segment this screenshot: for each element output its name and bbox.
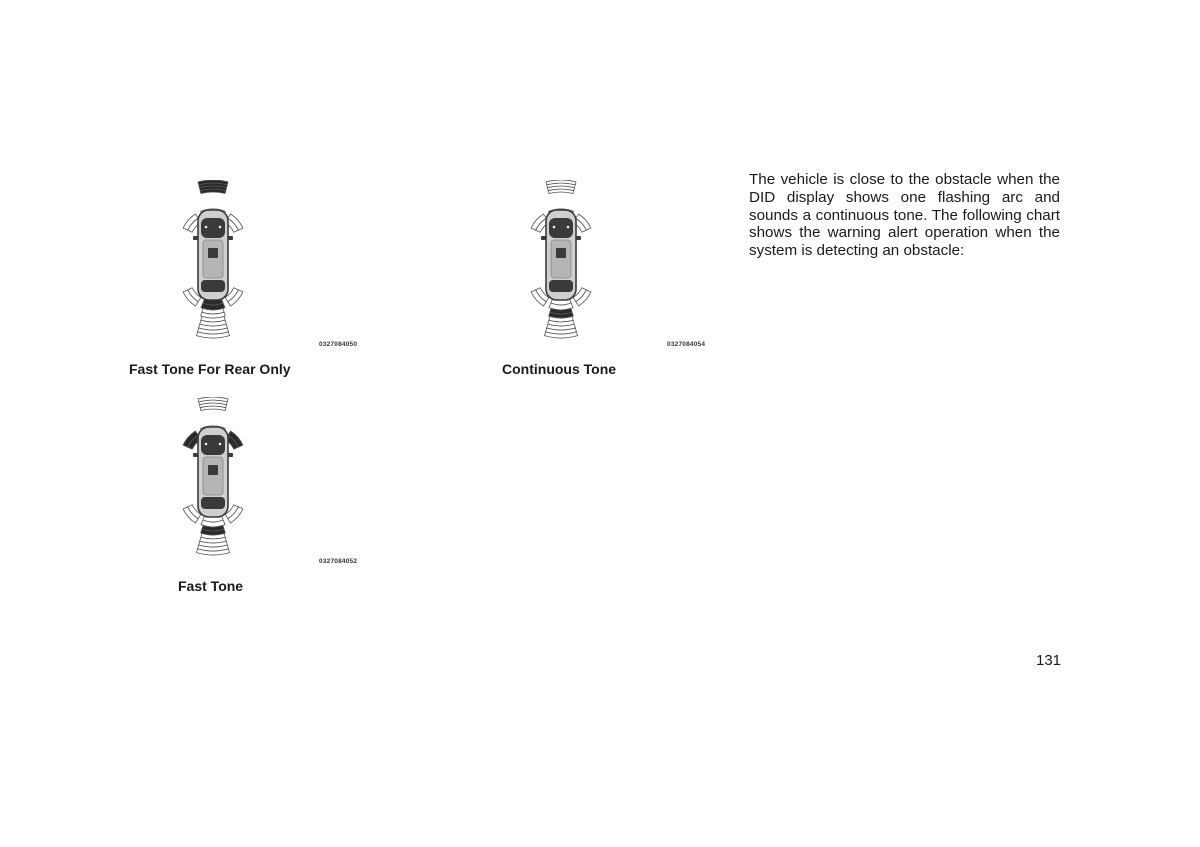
car-roof	[203, 457, 223, 495]
car-windshield	[549, 218, 573, 238]
parking-sensor-figure-fast-tone-rear	[172, 180, 254, 340]
car-headlight-right	[567, 226, 570, 229]
figure-code: 0327084052	[319, 558, 358, 565]
car-roof	[551, 240, 571, 278]
parking-sensor-figure-fast-tone	[172, 397, 254, 557]
car-windshield	[201, 435, 225, 455]
car-mirror-right	[228, 236, 233, 240]
car-sunroof	[208, 248, 218, 258]
figure-caption: Continuous Tone	[502, 361, 617, 377]
car-headlight-left	[205, 443, 208, 446]
figure-caption: Fast Tone For Rear Only	[129, 361, 291, 377]
car-headlight-left	[553, 226, 556, 229]
car-mirror-left	[193, 453, 198, 457]
car-mirror-left	[541, 236, 546, 240]
parking-sensor-diagram	[172, 397, 254, 557]
car-headlight-right	[219, 443, 222, 446]
car-headlight-right	[219, 226, 222, 229]
parking-sensor-diagram	[172, 180, 254, 340]
parking-sensor-diagram	[520, 180, 602, 340]
figure-code: 0327084050	[319, 341, 358, 348]
car-mirror-right	[228, 453, 233, 457]
car-sunroof	[208, 465, 218, 475]
car-rear-window	[201, 497, 225, 509]
car-mirror-right	[576, 236, 581, 240]
figure-caption: Fast Tone	[178, 578, 244, 594]
car-roof	[203, 240, 223, 278]
page-number: 131	[1036, 652, 1062, 669]
figure-code: 0327084054	[667, 341, 706, 348]
body-paragraph: The vehicle is close to the obstacle when the DID display shows one flashing arc and sounds a continuous tone. The following chart shows the warning alert operation when the system is detecting an obstacle:	[749, 171, 1060, 260]
car-rear-window	[201, 280, 225, 292]
car-mirror-left	[193, 236, 198, 240]
car-headlight-left	[205, 226, 208, 229]
car-rear-window	[549, 280, 573, 292]
parking-sensor-figure-continuous-tone	[520, 180, 602, 340]
car-sunroof	[556, 248, 566, 258]
car-windshield	[201, 218, 225, 238]
